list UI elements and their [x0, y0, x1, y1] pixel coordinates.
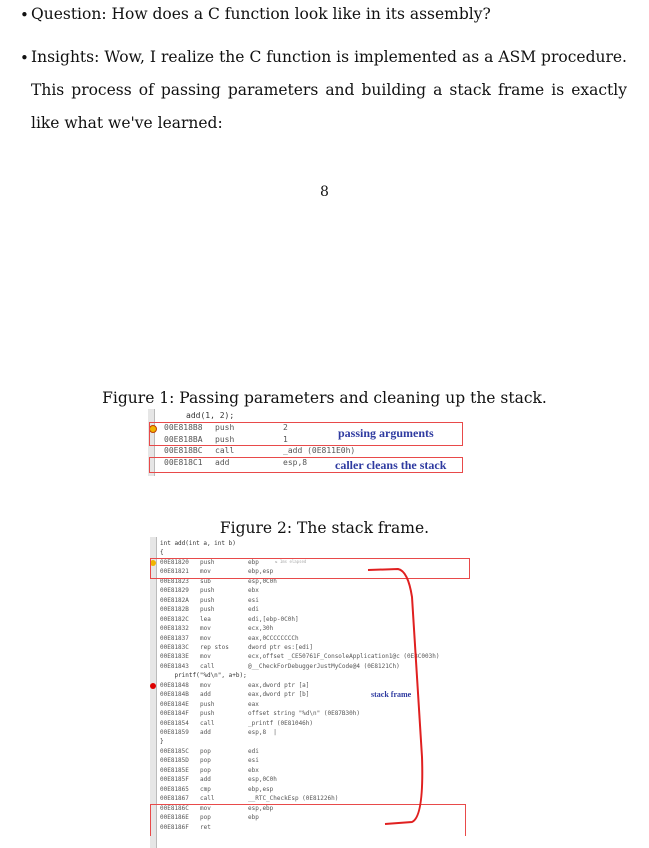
operand: ecx,30h — [248, 625, 274, 633]
opcode: call — [200, 719, 215, 727]
address: 00E81854 — [160, 719, 189, 727]
operand: ebp,esp — [248, 568, 274, 576]
opcode: mov — [200, 568, 211, 576]
source-line: } — [160, 738, 164, 746]
elapsed-label: ≤ 1ms elapsed — [275, 558, 307, 564]
address: 00E8184F — [160, 710, 189, 718]
bullet-icon: • — [20, 49, 29, 67]
opcode: pop — [200, 814, 211, 822]
operand: esi — [248, 757, 259, 765]
opcode: push — [200, 558, 215, 566]
source-line: printf("%d\n", a+b); — [160, 672, 247, 680]
operand: esp,0C0h — [248, 577, 277, 585]
opcode: mov — [200, 804, 211, 812]
opcode: pop — [200, 747, 211, 755]
operand: esi — [248, 596, 259, 604]
opcode: add — [200, 776, 211, 784]
address: 00E8186F — [160, 823, 189, 831]
address: 00E8184E — [160, 700, 189, 708]
address: 00E818BC — [164, 446, 203, 456]
address: 00E81832 — [160, 625, 189, 633]
opcode: push — [215, 423, 235, 432]
figure1-disassembly — [148, 409, 464, 476]
question-text: Question: How does a C function look like in its assembly? — [31, 5, 491, 23]
opcode: call — [200, 795, 215, 803]
operand: edi — [248, 747, 259, 755]
opcode: call — [215, 446, 235, 456]
opcode: push — [200, 606, 215, 614]
operand: ecx,offset _CE50761F_ConsoleApplication1@c (0E8C003h) — [248, 653, 440, 661]
operand: offset string "%d\n" (0E87B30h) — [248, 710, 360, 718]
opcode: push — [200, 710, 215, 718]
figure2-disassembly — [150, 537, 470, 848]
operand: 2 — [283, 423, 288, 432]
operand: ebx — [248, 766, 259, 774]
asm-row — [148, 446, 464, 457]
address: 00E8183C — [160, 643, 189, 651]
address: 00E8185F — [160, 776, 189, 784]
opcode: lea — [200, 615, 211, 623]
opcode: push — [200, 587, 215, 595]
caller-cleanup-note: caller cleans the stack — [335, 458, 447, 472]
opcode: mov — [200, 625, 211, 633]
operand: ebp,esp — [248, 785, 274, 793]
figure1-caption: Figure 1: Passing parameters and cleaning up the stack. — [102, 389, 547, 407]
operand: edi — [248, 606, 259, 614]
source-line: int add(int a, int b) — [160, 540, 236, 547]
operand: _printf (0E81046h) — [248, 719, 314, 727]
operand: eax,0CCCCCCCCh — [248, 634, 299, 642]
opcode: pop — [200, 757, 211, 765]
operand: _add (0E811E0h) — [283, 446, 356, 456]
bracket-path — [368, 569, 422, 824]
operand: esp,8 | — [248, 729, 277, 736]
address: 00E8186E — [160, 814, 189, 822]
figure2-caption: Figure 2: The stack frame. — [219, 519, 430, 537]
operand: esp,0C0h — [248, 776, 277, 784]
stack-frame-note: stack frame — [371, 690, 412, 700]
passing-arguments-note: passing arguments — [338, 426, 434, 440]
opcode: cmp — [200, 785, 211, 793]
operand: ebx — [248, 587, 259, 595]
stack-frame-bracket-icon — [150, 537, 470, 848]
address: 00E8184B — [160, 691, 189, 699]
opcode: mov — [200, 681, 211, 689]
page-number: 8 — [320, 184, 329, 200]
opcode: add — [200, 729, 211, 736]
operand: esp,8 — [283, 458, 308, 468]
address: 00E81848 — [160, 681, 189, 689]
address: 00E81865 — [160, 785, 189, 793]
opcode: call — [200, 662, 215, 670]
address: 00E8182C — [160, 615, 189, 623]
operand: eax — [248, 700, 259, 708]
operand: __RTC_CheckEsp (0E81226h) — [248, 795, 339, 803]
address: 00E8182A — [160, 596, 189, 604]
opcode: mov — [200, 634, 211, 642]
opcode: add — [215, 458, 230, 468]
operand: eax,dword ptr [a] — [248, 681, 310, 689]
source-line: { — [160, 549, 164, 557]
opcode: push — [200, 596, 215, 604]
address: 00E81820 — [160, 558, 189, 566]
address: 00E81821 — [160, 568, 189, 576]
address: 00E81829 — [160, 587, 189, 595]
operand: ebp — [248, 814, 259, 822]
operand: edi,[ebp-0C0h] — [248, 615, 299, 623]
opcode: rep stos — [200, 643, 229, 651]
operand: esp,ebp — [248, 804, 274, 812]
address: 00E81867 — [160, 795, 189, 803]
address: 00E8185D — [160, 757, 189, 765]
operand: @__CheckForDebuggerJustMyCode@4 (0E8121Ch) — [248, 662, 400, 670]
opcode: pop — [200, 766, 211, 774]
opcode: sub — [200, 577, 211, 585]
address: 00E81837 — [160, 634, 189, 642]
operand: 1 — [283, 434, 288, 444]
opcode: mov — [200, 653, 211, 661]
source-line: add(1, 2); — [186, 411, 235, 420]
address: 00E8185C — [160, 747, 189, 755]
address: 00E81823 — [160, 577, 189, 585]
opcode: add — [200, 691, 211, 699]
address: 00E8182B — [160, 606, 189, 614]
opcode: ret — [200, 823, 211, 831]
bullet-icon: • — [20, 6, 29, 24]
operand: dword ptr es:[edi] — [248, 643, 314, 651]
address: 00E81843 — [160, 662, 189, 670]
operand: eax,dword ptr [b] — [248, 691, 310, 699]
address: 00E8183E — [160, 653, 189, 661]
opcode: push — [200, 700, 215, 708]
insights-text: Insights: Wow, I realize the C function is implemented as a ASM procedure. This process of passing parameters and building a stack frame is exactly like what we've learned: — [31, 48, 627, 132]
address: 00E8186C — [160, 804, 189, 812]
opcode: push — [215, 434, 235, 444]
address: 00E818C1 — [164, 458, 203, 468]
operand: ebp — [248, 558, 259, 566]
address: 00E818B8 — [164, 423, 203, 432]
address: 00E818BA — [164, 434, 203, 444]
address: 00E8185E — [160, 766, 189, 774]
address: 00E81859 — [160, 729, 189, 736]
